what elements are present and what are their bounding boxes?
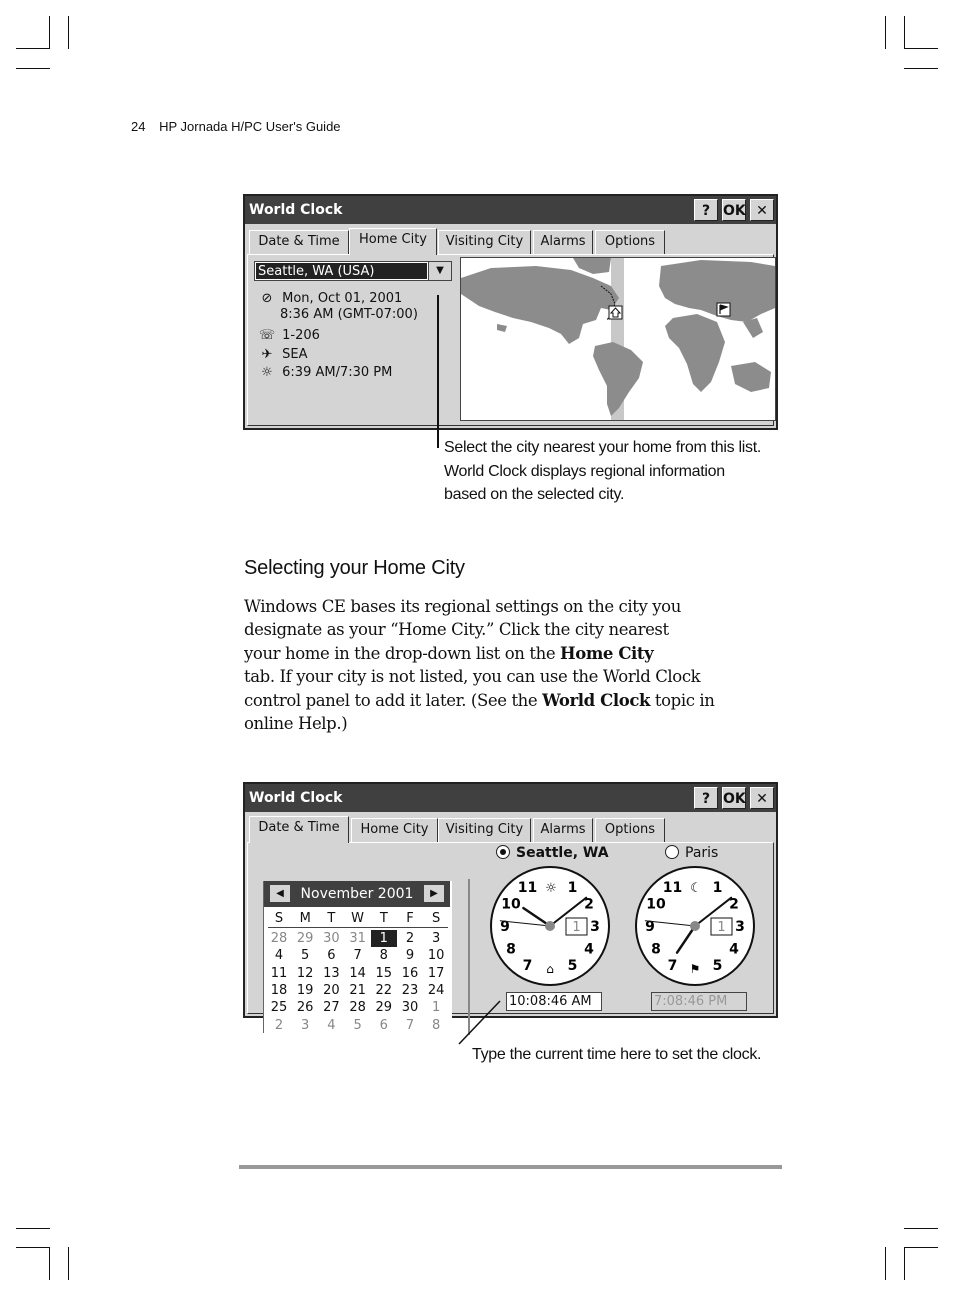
crop-mark <box>904 1247 938 1248</box>
running-header <box>131 119 341 134</box>
clock-hub <box>690 921 700 931</box>
info-date-row <box>256 291 402 307</box>
body-bold-term: World Clock <box>542 690 651 710</box>
calendar-day[interactable]: 7 <box>405 1017 415 1033</box>
body-line <box>244 689 764 712</box>
date-time-panel <box>247 842 774 1033</box>
clock-numeral: 11 <box>517 880 538 897</box>
calendar-day[interactable]: 19 <box>296 982 314 998</box>
calendar-day[interactable]: 2 <box>274 1017 284 1033</box>
clock-numeral: 9 <box>500 919 510 935</box>
calendar-day[interactable]: 21 <box>349 982 366 998</box>
tab-options[interactable]: Options <box>595 230 665 254</box>
calendar-day[interactable]: 28 <box>349 1000 366 1016</box>
help-button[interactable]: ? <box>694 199 718 221</box>
phone-icon: ☏ <box>258 328 276 343</box>
crop-mark <box>49 16 50 49</box>
crop-mark <box>904 1247 905 1280</box>
clock-numeral: 10 <box>501 896 521 913</box>
world-clock-window-date-time <box>243 782 778 1033</box>
close-button[interactable]: ✕ <box>750 199 774 221</box>
clock-numeral: 8 <box>651 941 661 958</box>
clock-numeral: 3 <box>735 919 745 935</box>
clock-numeral: 7 <box>522 957 533 974</box>
calendar-day[interactable]: 26 <box>296 1000 314 1016</box>
window-title: World Clock <box>249 202 343 218</box>
clock-hub <box>545 921 555 931</box>
weekday-label: M <box>299 911 311 926</box>
book-title: HP Jornada H/PC User's Guide <box>159 119 341 134</box>
body-text: control panel to add it later. (See the <box>244 690 543 710</box>
ok-button[interactable]: OK <box>722 199 746 221</box>
tab-strip <box>249 818 776 842</box>
visit-clock-face <box>634 865 756 987</box>
calendar-month: November 2001 <box>300 886 414 902</box>
calendar-day[interactable]: 30 <box>323 931 340 946</box>
city-dropdown-value: Seattle, WA (USA) <box>256 263 427 279</box>
clock-numeral: 2 <box>729 896 739 913</box>
calendar-day[interactable]: 1 <box>432 1000 441 1016</box>
calendar-day[interactable]: 16 <box>401 965 419 981</box>
crop-mark <box>16 48 50 49</box>
clock-numeral: 7 <box>667 957 678 974</box>
calendar-day[interactable]: 25 <box>270 1000 288 1016</box>
prev-month-button[interactable]: ◀ <box>270 885 290 902</box>
calendar-day[interactable]: 17 <box>427 965 445 981</box>
body-line: tab. If your city is not listed, you can use the World Clock <box>244 667 701 687</box>
calendar-day[interactable]: 11 <box>270 965 288 981</box>
info-area-code-row <box>256 328 320 344</box>
crop-mark <box>68 16 69 49</box>
calendar-day[interactable]: 3 <box>432 931 441 946</box>
title-bar <box>245 196 776 224</box>
calendar-day[interactable]: 6 <box>327 948 336 964</box>
body-bold-term: Home City <box>560 643 654 663</box>
home-city-label: Seattle, WA <box>516 845 609 861</box>
home-clock-face <box>489 865 611 987</box>
city-dropdown[interactable] <box>254 261 452 281</box>
visiting-marker-icon <box>717 303 730 316</box>
world-map-graphic <box>461 258 775 420</box>
crop-mark <box>904 48 938 49</box>
weekday-label: S <box>432 911 441 926</box>
crop-mark <box>904 16 905 49</box>
tab-visiting-city[interactable]: Visiting City <box>438 818 531 842</box>
calendar-day[interactable]: 13 <box>323 965 340 981</box>
world-clock-window-home-city <box>243 194 778 430</box>
body-line: online Help.) <box>244 714 348 734</box>
home-time-input[interactable]: 10:08:46 AM <box>506 992 602 1011</box>
next-month-button[interactable]: ▶ <box>424 885 444 902</box>
home-city-panel <box>247 254 774 426</box>
info-airport: SEA <box>282 347 308 362</box>
ok-button[interactable]: OK <box>722 787 746 809</box>
calendar-day[interactable]: 22 <box>375 982 393 998</box>
clock-numeral: 1 <box>712 880 723 897</box>
callout-line <box>437 295 439 448</box>
sun-icon: ☼ <box>545 881 557 896</box>
calendar-day[interactable]: 20 <box>323 982 340 998</box>
clock-numeral: 10 <box>646 896 666 913</box>
sunrise-icon: ☼ <box>261 365 273 380</box>
calendar-header <box>264 881 450 907</box>
calendar-day[interactable]: 8 <box>432 1017 441 1033</box>
clock-numeral: 4 <box>729 941 739 958</box>
calendar-day[interactable]: 2 <box>405 931 415 946</box>
body-line <box>244 642 764 665</box>
window-title: World Clock <box>249 790 343 806</box>
page-number: 24 <box>131 119 146 134</box>
clock-icon: ⊘ <box>261 291 273 306</box>
caption-line: based on the selected city. <box>444 486 625 503</box>
info-airport-row <box>256 347 308 363</box>
calendar-day[interactable]: 31 <box>349 931 366 946</box>
calendar-day[interactable]: 6 <box>379 1017 388 1033</box>
weekday-label: S <box>274 911 284 926</box>
crop-mark <box>885 1247 886 1280</box>
calendar-day[interactable]: 5 <box>353 1017 362 1033</box>
calendar-day[interactable]: 14 <box>349 965 366 981</box>
tab-visiting-city[interactable]: Visiting City <box>438 230 531 254</box>
home-city-radio[interactable] <box>496 845 609 861</box>
calendar-day[interactable]: 27 <box>323 1000 340 1016</box>
body-line: designate as your “Home City.” Click the city nearest <box>244 620 669 640</box>
weekday-label: T <box>379 911 388 926</box>
body-text: your home in the drop-down list on the <box>244 643 561 663</box>
info-sun-row <box>256 365 392 381</box>
calendar-day[interactable]: 15 <box>375 965 393 981</box>
calendar <box>263 881 452 1033</box>
caption-line: World Clock displays regional information <box>444 462 725 480</box>
crop-mark <box>49 1247 50 1280</box>
tab-date-time[interactable]: Date & Time <box>249 230 349 254</box>
tab-alarms[interactable]: Alarms <box>533 818 593 842</box>
info-date: Mon, Oct 01, 2001 <box>282 291 403 306</box>
crop-mark <box>16 1247 50 1248</box>
caption-home-city <box>444 436 761 507</box>
callout-line <box>455 998 505 1048</box>
clock-numeral: 5 <box>567 957 578 974</box>
clock-numeral: 2 <box>584 896 594 913</box>
chevron-down-icon[interactable]: ▼ <box>428 262 451 280</box>
weekday-divider <box>268 927 448 928</box>
clock-numeral: 9 <box>645 919 655 935</box>
body-paragraph <box>244 595 764 735</box>
clock-date-number: 1 <box>717 920 726 935</box>
calendar-day[interactable]: 4 <box>327 1017 336 1033</box>
info-time-row <box>280 307 418 323</box>
radio-unselected-icon <box>665 845 679 859</box>
weekday-label: W <box>351 911 365 926</box>
clock-numeral: 8 <box>506 941 516 958</box>
crop-mark <box>68 1247 69 1280</box>
caption-set-clock: Type the current time here to set the clock. <box>472 1046 762 1063</box>
tab-options[interactable]: Options <box>595 818 665 842</box>
tab-strip <box>249 230 776 254</box>
calendar-day[interactable]: 29 <box>296 931 314 946</box>
calendar-day[interactable]: 28 <box>270 931 288 946</box>
tab-alarms[interactable]: Alarms <box>533 230 593 254</box>
calendar-day[interactable]: 29 <box>375 1000 393 1016</box>
body-line: Windows CE bases its regional settings on the city you <box>244 597 681 616</box>
crop-mark <box>885 16 886 49</box>
tab-home-city[interactable]: Home City <box>351 818 438 842</box>
tab-date-time[interactable]: Date & Time <box>249 816 349 843</box>
calendar-day[interactable]: 8 <box>379 948 388 964</box>
caption-line: Select the city nearest your home from this list. <box>444 439 761 456</box>
title-bar <box>245 784 776 812</box>
calendar-day[interactable]: 18 <box>270 982 288 998</box>
calendar-day[interactable]: 5 <box>301 948 310 964</box>
close-button[interactable]: ✕ <box>750 787 774 809</box>
help-button[interactable]: ? <box>694 787 718 809</box>
clock-numeral: 4 <box>584 941 594 958</box>
home-icon: ⌂ <box>546 962 554 976</box>
info-time: 8:36 AM (GMT-07:00) <box>280 307 418 322</box>
weekday-label: F <box>406 911 414 926</box>
crop-mark <box>16 68 50 69</box>
clock-date-number: 1 <box>572 920 581 935</box>
crop-mark <box>904 1228 938 1229</box>
radio-selected-icon <box>496 845 510 859</box>
info-sun: 6:39 AM/7:30 PM <box>282 365 393 380</box>
world-map[interactable] <box>460 257 776 421</box>
calendar-day[interactable]: 10 <box>427 948 445 964</box>
footer-rule <box>239 1165 782 1169</box>
calendar-day[interactable]: 12 <box>296 965 314 981</box>
moon-icon: ☾ <box>690 881 702 896</box>
body-text: topic in <box>650 690 715 710</box>
tab-home-city[interactable]: Home City <box>349 228 437 255</box>
crop-mark <box>16 1228 50 1229</box>
clock-numeral: 5 <box>712 957 723 974</box>
clock-numeral: 11 <box>662 880 683 897</box>
calendar-day[interactable]: 30 <box>401 1000 419 1016</box>
visit-time-input: 7:08:46 PM <box>651 992 747 1011</box>
calendar-day[interactable]: 23 <box>401 982 419 998</box>
visit-city-radio[interactable] <box>665 845 718 861</box>
flag-icon: ⚑ <box>689 962 701 976</box>
weekday-label: T <box>327 911 336 926</box>
calendar-day[interactable]: 9 <box>405 948 415 964</box>
calendar-day[interactable]: 24 <box>427 982 445 998</box>
clock-numeral: 3 <box>590 919 600 935</box>
info-area-code: 1-206 <box>282 328 320 343</box>
crop-mark <box>904 68 938 69</box>
calendar-day-selected[interactable]: 1 <box>371 930 397 947</box>
calendar-day[interactable]: 7 <box>353 948 362 964</box>
calendar-day[interactable]: 4 <box>274 948 284 964</box>
section-heading: Selecting your Home City <box>244 557 465 579</box>
calendar-day[interactable]: 3 <box>301 1017 310 1033</box>
visit-city-label: Paris <box>685 845 719 861</box>
airplane-icon: ✈ <box>261 347 273 362</box>
clock-numeral: 1 <box>567 880 578 897</box>
